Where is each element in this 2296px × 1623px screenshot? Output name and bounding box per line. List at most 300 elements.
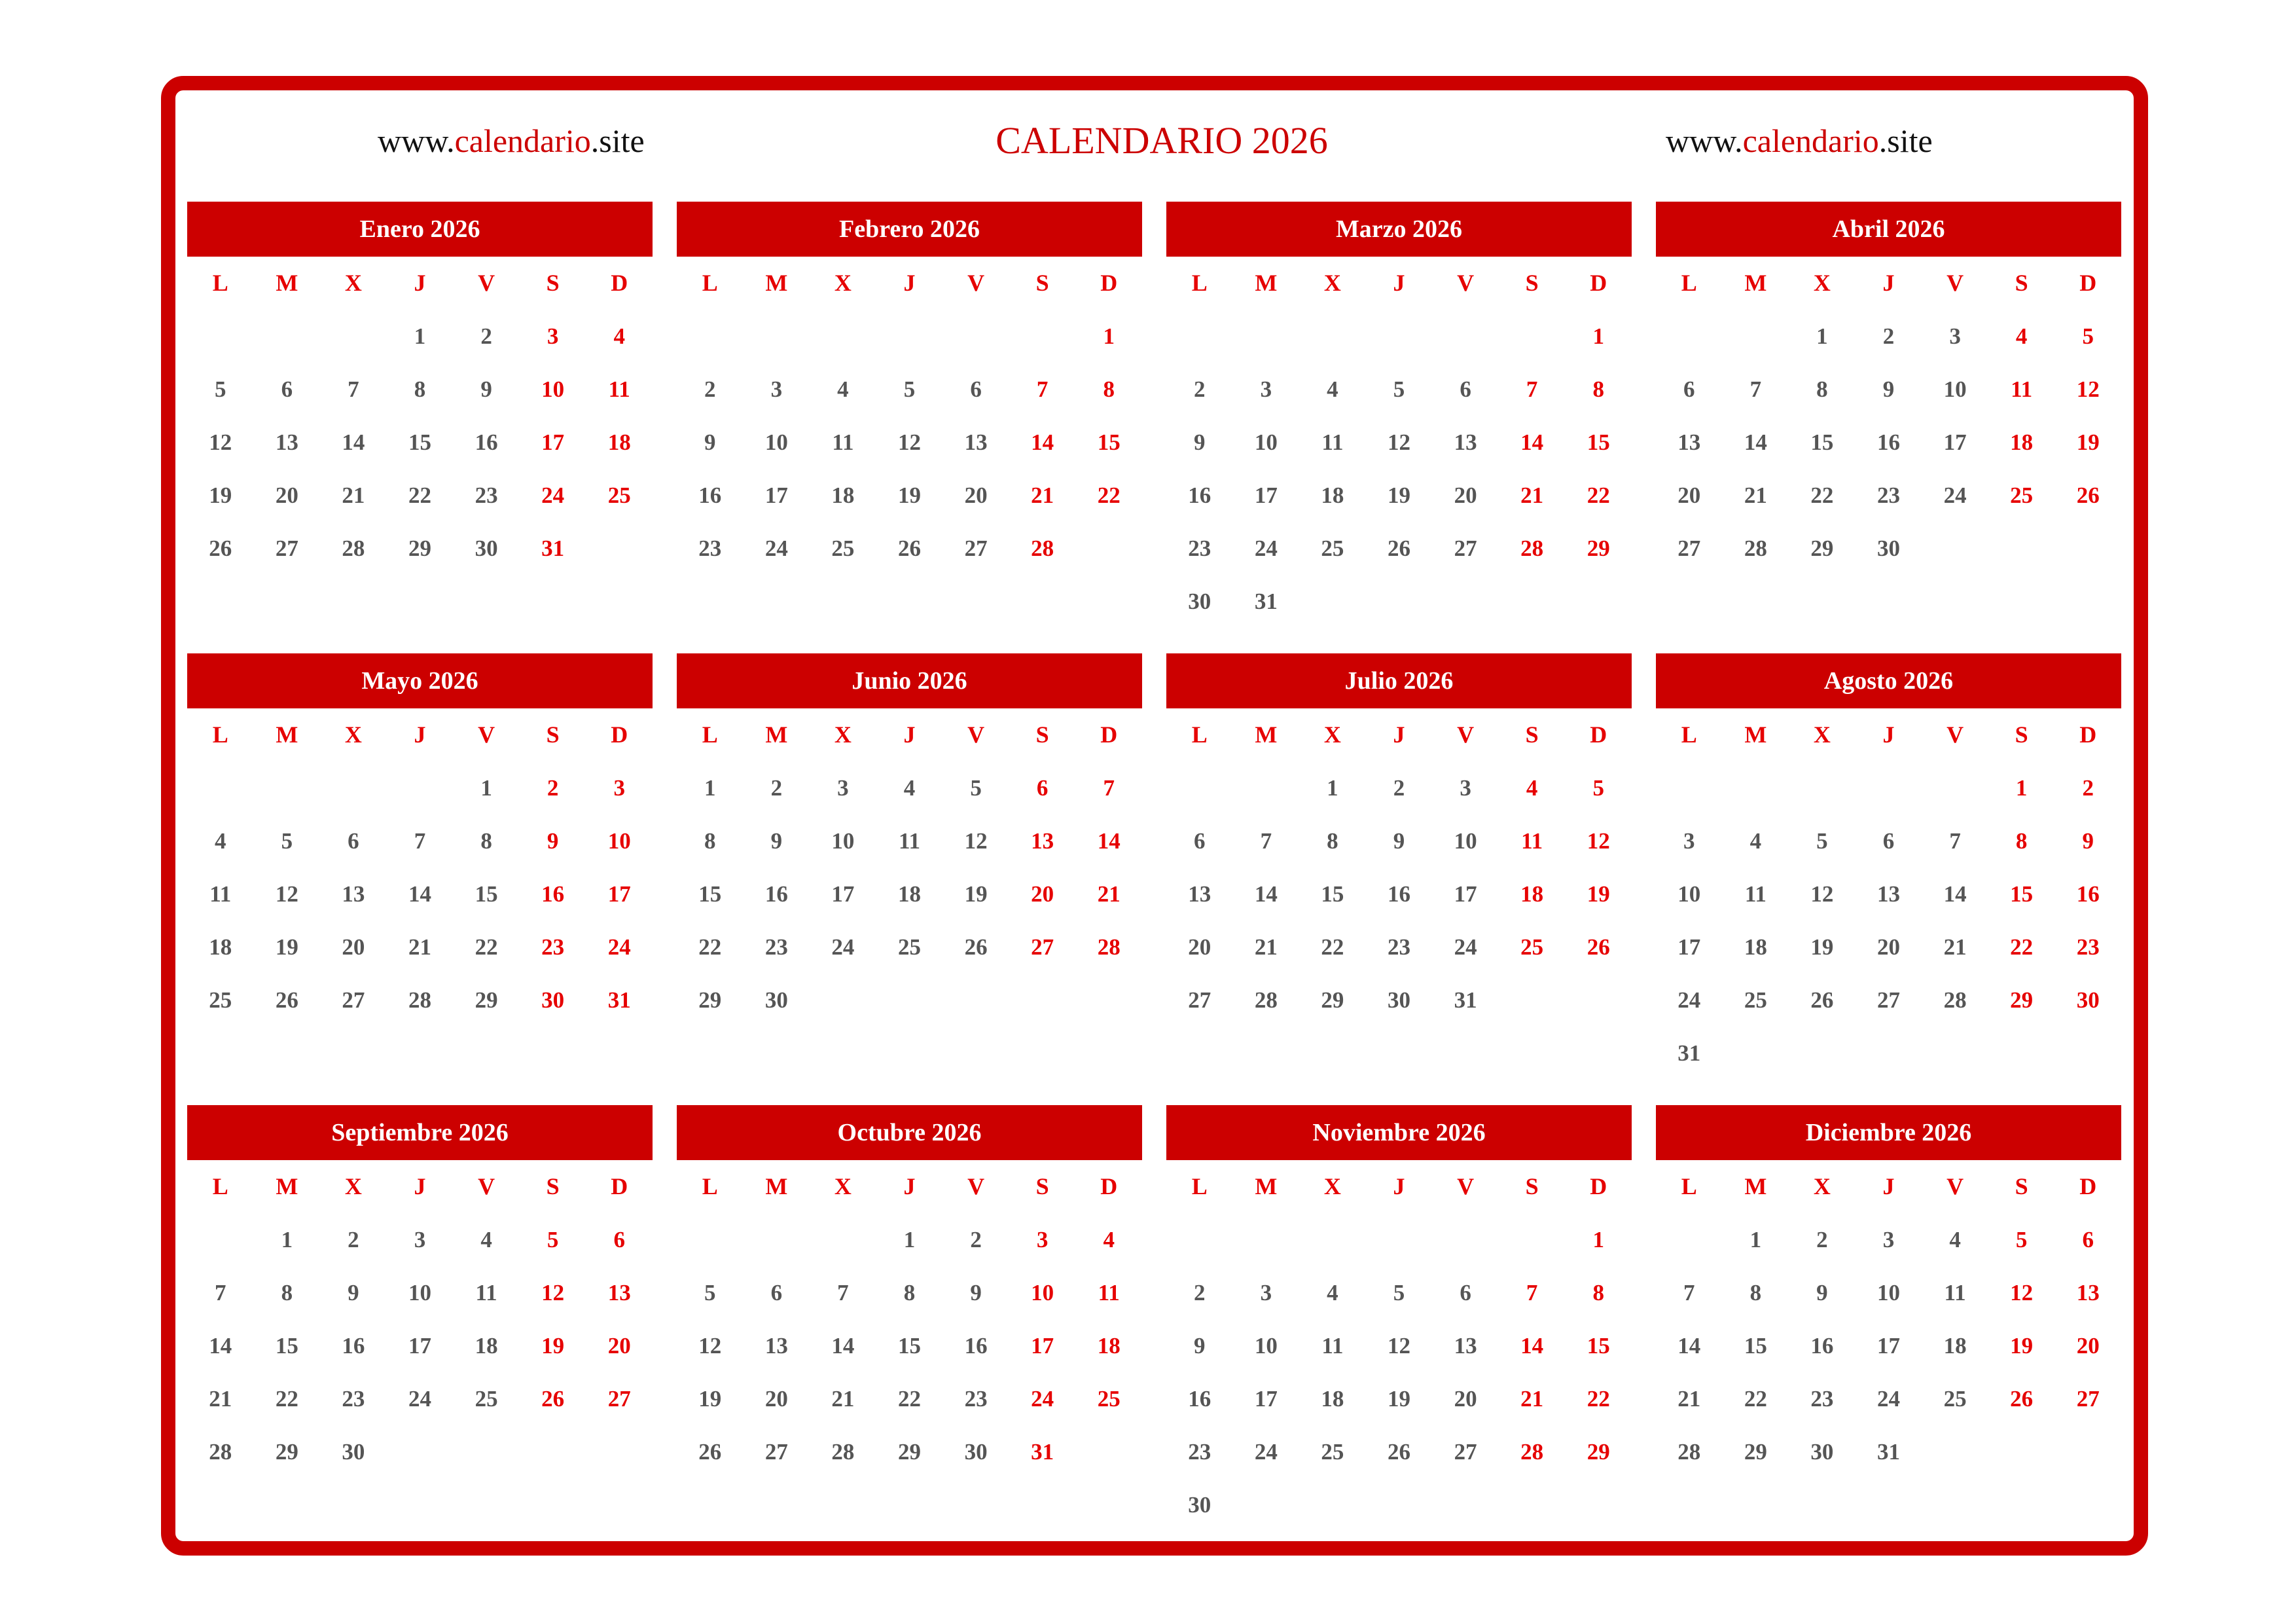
day-cell: 12 xyxy=(209,429,232,455)
weekday-label: J xyxy=(1882,1173,1895,1199)
day-blank xyxy=(677,1213,744,1266)
weekday-label: X xyxy=(834,721,852,748)
weekend-day: 28 xyxy=(1031,536,1054,561)
weekend-day: 7 xyxy=(1103,775,1115,801)
day-cell: 27 xyxy=(1454,1439,1477,1465)
weekday-label: J xyxy=(1393,721,1405,748)
month-header: Marzo 2026 xyxy=(1166,202,1632,257)
day-cell: 21 xyxy=(1254,934,1278,960)
day-cell: 5 xyxy=(970,775,982,801)
day-cell: 15 xyxy=(1321,881,1344,907)
days-grid xyxy=(1656,257,2121,575)
day-blank xyxy=(1233,1213,1300,1266)
days-grid xyxy=(1166,257,1632,628)
day-cell: 19 xyxy=(964,881,988,907)
weekend-day: 24 xyxy=(541,483,565,508)
day-cell: 5 xyxy=(704,1280,716,1305)
weekend-day: 20 xyxy=(607,1333,631,1359)
day-cell: 3 xyxy=(1949,323,1961,349)
site-url-left-suffix: .site xyxy=(590,122,645,159)
day-cell: 18 xyxy=(1943,1333,1967,1359)
day-cell: 18 xyxy=(475,1333,498,1359)
day-cell: 16 xyxy=(698,483,722,508)
day-cell: 9 xyxy=(1393,828,1405,854)
day-cell: 4 xyxy=(1949,1227,1961,1252)
weekday-label: J xyxy=(903,721,916,748)
day-cell: 30 xyxy=(1188,1492,1211,1518)
month-header: Febrero 2026 xyxy=(677,202,1142,257)
day-cell: 6 xyxy=(970,376,982,402)
weekend-day: 25 xyxy=(2010,483,2034,508)
month-header: Mayo 2026 xyxy=(187,653,653,708)
weekday-label: X xyxy=(344,270,362,296)
day-cell: 14 xyxy=(408,881,431,907)
weekend-day: 16 xyxy=(2076,881,2100,907)
weekday-label: S xyxy=(2015,270,2028,296)
day-cell: 29 xyxy=(897,1439,921,1465)
day-cell: 19 xyxy=(209,483,232,508)
weekend-day: 4 xyxy=(613,323,625,349)
day-cell: 12 xyxy=(1810,881,1834,907)
weekend-day: 9 xyxy=(2082,828,2094,854)
month-block xyxy=(187,202,653,653)
weekday-label: D xyxy=(2079,270,2097,296)
day-cell: 2 xyxy=(1393,775,1405,801)
month-header: Junio 2026 xyxy=(677,653,1142,708)
day-cell: 4 xyxy=(215,828,226,854)
day-cell: 17 xyxy=(1876,1333,1900,1359)
weekend-day: 19 xyxy=(2010,1333,2034,1359)
day-cell: 10 xyxy=(1454,828,1477,854)
day-cell: 6 xyxy=(1460,1280,1471,1305)
day-cell: 7 xyxy=(348,376,359,402)
day-cell: 7 xyxy=(837,1280,849,1305)
day-cell: 28 xyxy=(209,1439,232,1465)
day-cell: 22 xyxy=(1744,1386,1767,1412)
day-cell: 24 xyxy=(1254,536,1278,561)
weekday-label: X xyxy=(1813,1173,1831,1199)
days-grid xyxy=(1656,708,2121,1080)
day-cell: 13 xyxy=(964,429,988,455)
day-cell: 6 xyxy=(348,828,359,854)
day-cell: 27 xyxy=(964,536,988,561)
day-cell: 16 xyxy=(475,429,498,455)
weekend-day: 27 xyxy=(1031,934,1054,960)
weekday-label: M xyxy=(276,721,298,748)
day-cell: 26 xyxy=(1810,987,1834,1013)
day-blank xyxy=(1009,310,1076,363)
day-cell: 20 xyxy=(275,483,298,508)
month-header: Diciembre 2026 xyxy=(1656,1105,2121,1160)
day-cell: 10 xyxy=(1943,376,1967,402)
day-cell: 25 xyxy=(831,536,855,561)
day-blank xyxy=(744,310,810,363)
day-cell: 23 xyxy=(342,1386,365,1412)
day-cell: 29 xyxy=(475,987,498,1013)
weekday-label: V xyxy=(967,1173,985,1199)
day-blank xyxy=(1233,310,1300,363)
day-cell: 2 xyxy=(1882,323,1895,349)
weekday-label: D xyxy=(1590,721,1607,748)
day-cell: 10 xyxy=(764,429,788,455)
weekend-day: 12 xyxy=(2010,1280,2034,1305)
month-block xyxy=(1656,653,2121,1105)
day-cell: 9 xyxy=(970,1280,982,1305)
weekend-day: 21 xyxy=(1031,483,1054,508)
day-cell: 25 xyxy=(1943,1386,1967,1412)
day-cell: 15 xyxy=(1744,1333,1767,1359)
day-cell: 2 xyxy=(348,1227,359,1252)
weekend-day: 15 xyxy=(1097,429,1121,455)
day-cell: 25 xyxy=(475,1386,498,1412)
weekend-day: 21 xyxy=(1520,483,1544,508)
weekend-day: 12 xyxy=(1587,828,1610,854)
day-cell: 9 xyxy=(770,828,783,854)
day-cell: 18 xyxy=(831,483,855,508)
day-cell: 28 xyxy=(408,987,431,1013)
day-cell: 11 xyxy=(209,881,232,907)
weekend-day: 8 xyxy=(1103,376,1115,402)
day-cell: 29 xyxy=(698,987,722,1013)
day-cell: 26 xyxy=(275,987,298,1013)
weekend-day: 1 xyxy=(1592,323,1604,349)
day-cell: 13 xyxy=(342,881,365,907)
day-cell: 21 xyxy=(831,1386,855,1412)
weekend-day: 1 xyxy=(2015,775,2028,801)
weekday-label: S xyxy=(1035,270,1049,296)
day-cell: 15 xyxy=(475,881,498,907)
day-cell: 17 xyxy=(1677,934,1701,960)
day-blank xyxy=(254,310,321,363)
day-blank xyxy=(1432,310,1499,363)
weekend-day: 22 xyxy=(1097,483,1121,508)
weekday-label: X xyxy=(1813,270,1831,296)
weekday-label: J xyxy=(1393,270,1405,296)
days-grid xyxy=(187,1160,653,1478)
weekend-day: 11 xyxy=(1098,1280,1120,1305)
day-cell: 29 xyxy=(1810,536,1834,561)
day-cell: 19 xyxy=(897,483,921,508)
weekday-label: L xyxy=(212,270,228,296)
weekday-label: S xyxy=(2015,721,2028,748)
day-blank xyxy=(876,310,943,363)
day-cell: 3 xyxy=(414,1227,426,1252)
weekend-day: 18 xyxy=(1520,881,1544,907)
weekend-day: 11 xyxy=(1521,828,1543,854)
day-cell: 9 xyxy=(1194,1333,1206,1359)
day-blank xyxy=(1856,761,1922,814)
weekend-day: 20 xyxy=(1031,881,1054,907)
weekday-label: D xyxy=(1590,270,1607,296)
month-block xyxy=(187,653,653,1105)
weekend-day: 18 xyxy=(2010,429,2034,455)
weekend-day: 25 xyxy=(1520,934,1544,960)
day-blank xyxy=(254,761,321,814)
day-cell: 27 xyxy=(764,1439,788,1465)
day-cell: 10 xyxy=(408,1280,431,1305)
weekend-day: 9 xyxy=(547,828,559,854)
weekday-label: L xyxy=(1681,721,1697,748)
day-cell: 31 xyxy=(1254,589,1278,614)
day-cell: 8 xyxy=(704,828,716,854)
weekday-label: L xyxy=(1681,270,1697,296)
weekday-label: M xyxy=(1255,270,1278,296)
month-block xyxy=(677,653,1142,1105)
site-url-right-prefix: www. xyxy=(1666,122,1743,159)
day-cell: 18 xyxy=(1321,483,1344,508)
weekend-day: 14 xyxy=(1520,1333,1544,1359)
day-cell: 23 xyxy=(475,483,498,508)
day-cell: 25 xyxy=(1321,536,1344,561)
weekday-label: S xyxy=(1035,721,1049,748)
day-cell: 16 xyxy=(964,1333,988,1359)
weekday-label: S xyxy=(1525,270,1539,296)
day-cell: 22 xyxy=(897,1386,921,1412)
day-cell: 3 xyxy=(1882,1227,1895,1252)
day-cell: 27 xyxy=(1454,536,1477,561)
weekend-day: 5 xyxy=(2082,323,2094,349)
day-cell: 30 xyxy=(1387,987,1410,1013)
day-cell: 6 xyxy=(1882,828,1895,854)
day-cell: 1 xyxy=(704,775,716,801)
day-blank xyxy=(744,1213,810,1266)
weekday-label: D xyxy=(611,1173,628,1199)
weekend-day: 15 xyxy=(1587,429,1610,455)
day-cell: 12 xyxy=(275,881,298,907)
day-blank xyxy=(1166,1213,1233,1266)
days-grid xyxy=(677,708,1142,1027)
day-cell: 22 xyxy=(275,1386,298,1412)
weekend-day: 5 xyxy=(2015,1227,2028,1252)
weekend-day: 13 xyxy=(607,1280,631,1305)
day-cell: 28 xyxy=(1677,1439,1701,1465)
day-cell: 22 xyxy=(1321,934,1344,960)
weekend-day: 30 xyxy=(541,987,565,1013)
day-cell: 31 xyxy=(1876,1439,1900,1465)
day-cell: 12 xyxy=(1387,429,1410,455)
day-cell: 30 xyxy=(475,536,498,561)
day-cell: 9 xyxy=(704,429,716,455)
day-cell: 14 xyxy=(831,1333,855,1359)
day-cell: 18 xyxy=(897,881,921,907)
day-cell: 17 xyxy=(408,1333,431,1359)
day-blank xyxy=(1723,310,1789,363)
day-cell: 26 xyxy=(1387,536,1410,561)
weekday-label: V xyxy=(1457,721,1475,748)
weekend-day: 17 xyxy=(541,429,565,455)
weekend-day: 7 xyxy=(1526,376,1538,402)
day-cell: 7 xyxy=(1260,828,1272,854)
weekend-day: 4 xyxy=(2015,323,2028,349)
day-blank xyxy=(320,310,387,363)
weekend-day: 13 xyxy=(1031,828,1054,854)
day-cell: 20 xyxy=(1454,1386,1477,1412)
weekday-label: J xyxy=(1882,721,1895,748)
weekend-day: 17 xyxy=(607,881,631,907)
day-blank xyxy=(187,310,254,363)
day-cell: 23 xyxy=(764,934,788,960)
day-cell: 10 xyxy=(1254,1333,1278,1359)
day-cell: 13 xyxy=(275,429,298,455)
month-header: Abril 2026 xyxy=(1656,202,2121,257)
weekend-day: 19 xyxy=(541,1333,565,1359)
day-blank xyxy=(810,1213,876,1266)
day-cell: 2 xyxy=(1194,1280,1206,1305)
weekday-label: L xyxy=(1191,721,1208,748)
day-blank xyxy=(1166,310,1233,363)
day-cell: 5 xyxy=(1816,828,1828,854)
day-cell: 11 xyxy=(1944,1280,1966,1305)
day-cell: 12 xyxy=(897,429,921,455)
day-cell: 22 xyxy=(408,483,431,508)
day-cell: 14 xyxy=(342,429,365,455)
day-cell: 25 xyxy=(209,987,232,1013)
day-blank xyxy=(1366,310,1433,363)
weekend-day: 11 xyxy=(2011,376,2033,402)
day-cell: 13 xyxy=(1454,1333,1477,1359)
day-cell: 10 xyxy=(1677,881,1701,907)
day-blank xyxy=(1922,761,1988,814)
months-grid xyxy=(187,202,2121,1557)
weekday-label: S xyxy=(1035,1173,1049,1199)
day-cell: 16 xyxy=(342,1333,365,1359)
site-url-left-prefix: www. xyxy=(378,122,455,159)
day-cell: 27 xyxy=(1188,987,1211,1013)
day-cell: 11 xyxy=(898,828,921,854)
day-cell: 3 xyxy=(1460,775,1471,801)
day-cell: 25 xyxy=(1744,987,1767,1013)
weekend-day: 2 xyxy=(547,775,559,801)
weekend-day: 19 xyxy=(1587,881,1610,907)
day-cell: 16 xyxy=(1188,483,1211,508)
weekday-label: D xyxy=(2079,1173,2097,1199)
day-cell: 5 xyxy=(1393,376,1405,402)
day-cell: 8 xyxy=(1749,1280,1762,1305)
weekend-day: 7 xyxy=(1036,376,1049,402)
weekday-label: L xyxy=(702,1173,718,1199)
day-cell: 26 xyxy=(1387,1439,1410,1465)
weekend-day: 23 xyxy=(2076,934,2100,960)
day-cell: 10 xyxy=(1876,1280,1900,1305)
weekend-day: 26 xyxy=(2076,483,2100,508)
day-cell: 16 xyxy=(1876,429,1900,455)
day-cell: 24 xyxy=(1876,1386,1900,1412)
weekday-label: J xyxy=(414,721,426,748)
weekend-day: 10 xyxy=(607,828,631,854)
day-blank xyxy=(1723,761,1789,814)
day-cell: 19 xyxy=(275,934,298,960)
weekend-day: 28 xyxy=(1520,536,1544,561)
day-cell: 28 xyxy=(1943,987,1967,1013)
weekend-day: 4 xyxy=(1103,1227,1115,1252)
day-cell: 6 xyxy=(770,1280,783,1305)
month-block xyxy=(1166,653,1632,1105)
weekday-label: X xyxy=(1323,1173,1341,1199)
day-cell: 24 xyxy=(408,1386,431,1412)
day-cell: 14 xyxy=(1677,1333,1701,1359)
day-cell: 20 xyxy=(964,483,988,508)
day-cell: 26 xyxy=(964,934,988,960)
weekend-day: 31 xyxy=(541,536,565,561)
day-cell: 30 xyxy=(964,1439,988,1465)
day-cell: 4 xyxy=(1749,828,1762,854)
weekday-label: J xyxy=(1882,270,1895,296)
day-blank xyxy=(810,310,876,363)
day-cell: 11 xyxy=(832,429,854,455)
weekend-day: 30 xyxy=(2076,987,2100,1013)
month-header: Noviembre 2026 xyxy=(1166,1105,1632,1160)
weekend-day: 1 xyxy=(1592,1227,1604,1252)
weekend-day: 10 xyxy=(1031,1280,1054,1305)
day-cell: 13 xyxy=(1677,429,1701,455)
weekend-day: 13 xyxy=(2076,1280,2100,1305)
weekday-label: V xyxy=(1457,1173,1475,1199)
day-cell: 7 xyxy=(1949,828,1961,854)
weekday-label: D xyxy=(611,270,628,296)
day-cell: 24 xyxy=(764,536,788,561)
weekend-day: 11 xyxy=(608,376,630,402)
day-cell: 8 xyxy=(1816,376,1828,402)
day-cell: 8 xyxy=(414,376,426,402)
weekday-label: V xyxy=(1946,1173,1964,1199)
weekday-label: S xyxy=(1525,721,1539,748)
day-blank xyxy=(1233,761,1300,814)
day-blank xyxy=(1656,1213,1723,1266)
weekday-label: L xyxy=(1681,1173,1697,1199)
day-cell: 3 xyxy=(1683,828,1695,854)
weekday-label: L xyxy=(212,1173,228,1199)
weekend-day: 25 xyxy=(1097,1386,1121,1412)
weekday-label: L xyxy=(702,270,718,296)
weekend-day: 3 xyxy=(1036,1227,1049,1252)
day-cell: 30 xyxy=(1188,589,1211,614)
day-cell: 19 xyxy=(1387,1386,1410,1412)
weekday-label: D xyxy=(611,721,628,748)
day-cell: 20 xyxy=(1188,934,1211,960)
month-block xyxy=(1656,202,2121,653)
weekday-label: V xyxy=(478,1173,495,1199)
day-cell: 20 xyxy=(1454,483,1477,508)
day-cell: 21 xyxy=(209,1386,232,1412)
day-cell: 22 xyxy=(475,934,498,960)
weekday-label: M xyxy=(276,270,298,296)
weekday-label: L xyxy=(1191,270,1208,296)
day-cell: 20 xyxy=(1876,934,1900,960)
weekend-day: 29 xyxy=(1587,536,1610,561)
day-cell: 4 xyxy=(903,775,916,801)
day-cell: 6 xyxy=(1460,376,1471,402)
day-cell: 26 xyxy=(897,536,921,561)
weekend-day: 14 xyxy=(1031,429,1054,455)
weekday-label: V xyxy=(1457,270,1475,296)
day-blank xyxy=(1656,761,1723,814)
days-grid xyxy=(187,257,653,575)
month-header: Agosto 2026 xyxy=(1656,653,2121,708)
day-cell: 21 xyxy=(1744,483,1767,508)
weekday-label: M xyxy=(1744,270,1767,296)
weekend-day: 29 xyxy=(1587,1439,1610,1465)
site-url-right xyxy=(1666,119,1933,163)
day-cell: 21 xyxy=(1677,1386,1701,1412)
day-cell: 24 xyxy=(831,934,855,960)
weekday-label: S xyxy=(1525,1173,1539,1199)
day-cell: 9 xyxy=(480,376,492,402)
day-cell: 2 xyxy=(970,1227,982,1252)
weekend-day: 31 xyxy=(607,987,631,1013)
day-cell: 24 xyxy=(1677,987,1701,1013)
month-block xyxy=(1656,1105,2121,1557)
day-cell: 30 xyxy=(342,1439,365,1465)
